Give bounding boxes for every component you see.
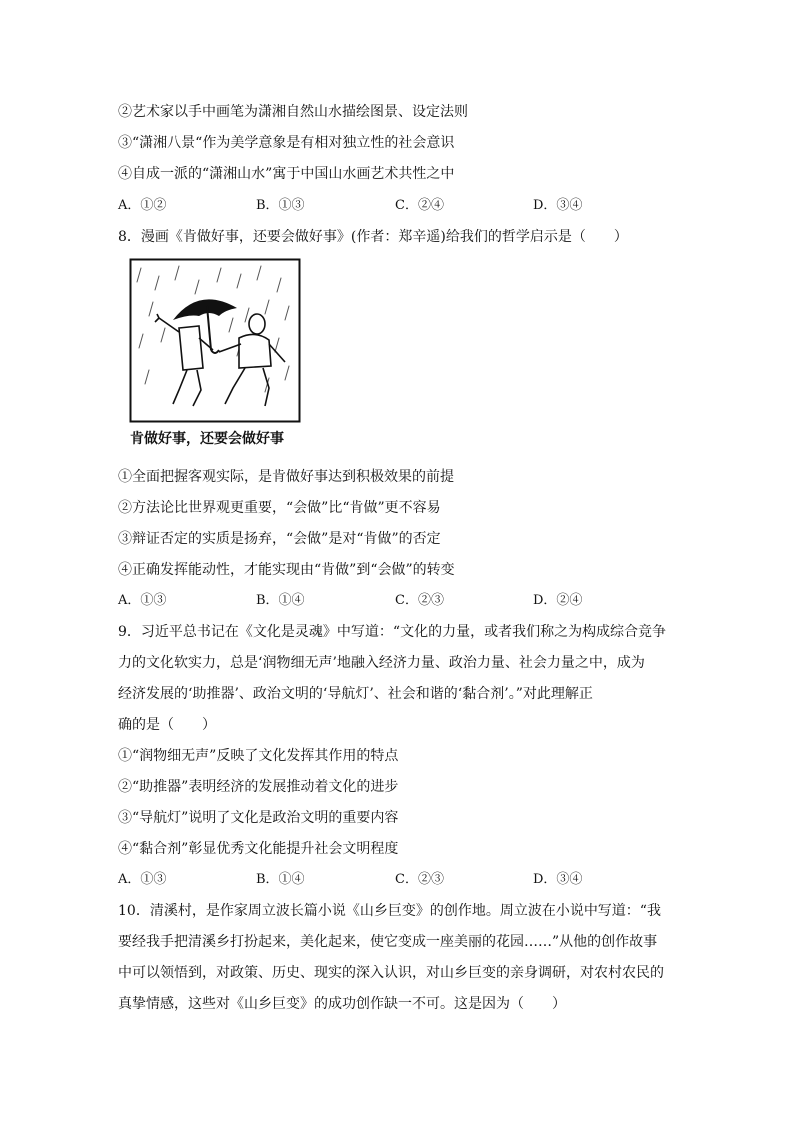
q9-option-a[interactable]: A．①③ [118,872,167,887]
cartoon-caption: 肯做好事，还要会做好事 [130,431,284,447]
q9-stem-line-2: 力的文化软实力，总是‘润物细无声’地融入经济力量、政治力量、社会力量之中，成为 [118,655,645,671]
q8-option-a[interactable]: A．①③ [118,593,167,608]
q7-option-b[interactable]: B．①③ [256,198,305,213]
q9-option-b[interactable]: B．①④ [256,872,305,887]
q7-item-2: ②艺术家以手中画笔为潇湘自然山水描绘图景、设定法则 [118,104,468,120]
q9-stem-line-1: 9．习近平总书记在《文化是灵魂》中写道：“文化的力量，或者我们称之为构成综合竞争 [118,624,667,640]
q7-item-4: ④自成一派的“潇湘山水”寓于中国山水画艺术共性之中 [118,166,455,182]
umbrella-cartoon-icon [129,258,301,426]
q9-stem-line-3: 经济发展的‘助推器’、政治文明的‘导航灯’、社会和谐的‘黏合剂’。”对此理解正 [118,686,593,702]
q9-item-1: ①“润物细无声”反映了文化发挥其作用的特点 [118,748,399,764]
q8-option-c[interactable]: C．②③ [395,593,444,608]
q8-item-4: ④正确发挥能动性，才能实现由“肯做”到“会做”的转变 [118,562,455,578]
q9-options [118,870,678,890]
q9-stem-line-4: 确的是（ ） [118,717,216,733]
q9-option-c[interactable]: C．②③ [395,872,444,887]
q9-item-4: ④“黏合剂”彰显优秀文化能提升社会文明程度 [118,841,399,857]
q7-option-d[interactable]: D．③④ [533,198,583,213]
q8-stem: 8．漫画《肯做好事，还要会做好事》(作者：郑辛遥)给我们的哲学启示是（ ） [118,229,628,245]
q7-option-a[interactable]: A．①② [118,198,167,213]
q10-stem-line-2: 要经我手把清溪乡打扮起来，美化起来，使它变成一座美丽的花园……”从他的创作故事 [118,934,658,950]
q8-item-1: ①全面把握客观实际，是肯做好事达到积极效果的前提 [118,469,454,485]
q7-item-3: ③“潇湘八景“作为美学意象是有相对独立性的社会意识 [118,135,455,151]
q10-stem-line-3: 中可以领悟到，对政策、历史、现实的深入认识，对山乡巨变的亲身调研，对农村农民的 [118,965,664,981]
q9-option-d[interactable]: D．③④ [533,872,583,887]
q7-options [118,196,678,216]
q8-options [118,591,678,611]
q8-option-d[interactable]: D．②④ [533,593,583,608]
q8-item-3: ③辩证否定的实质是扬弃，“会做”是对“肯做”的否定 [118,531,441,547]
q9-item-3: ③“导航灯”说明了文化是政治文明的重要内容 [118,810,399,826]
q10-stem-line-1: 10．清溪村，是作家周立波长篇小说《山乡巨变》的创作地。周立波在小说中写道：“我 [118,903,661,919]
q8-item-2: ②方法论比世界观更重要，“会做”比“肯做”更不容易 [118,500,441,516]
q7-option-c[interactable]: C．②④ [395,198,444,213]
q9-item-2: ②“助推器”表明经济的发展推动着文化的进步 [118,779,399,795]
q8-option-b[interactable]: B．①④ [256,593,305,608]
q10-stem-line-4: 真挚情感，这些对《山乡巨变》的成功创作缺一不可。这是因为（ ） [118,996,566,1012]
